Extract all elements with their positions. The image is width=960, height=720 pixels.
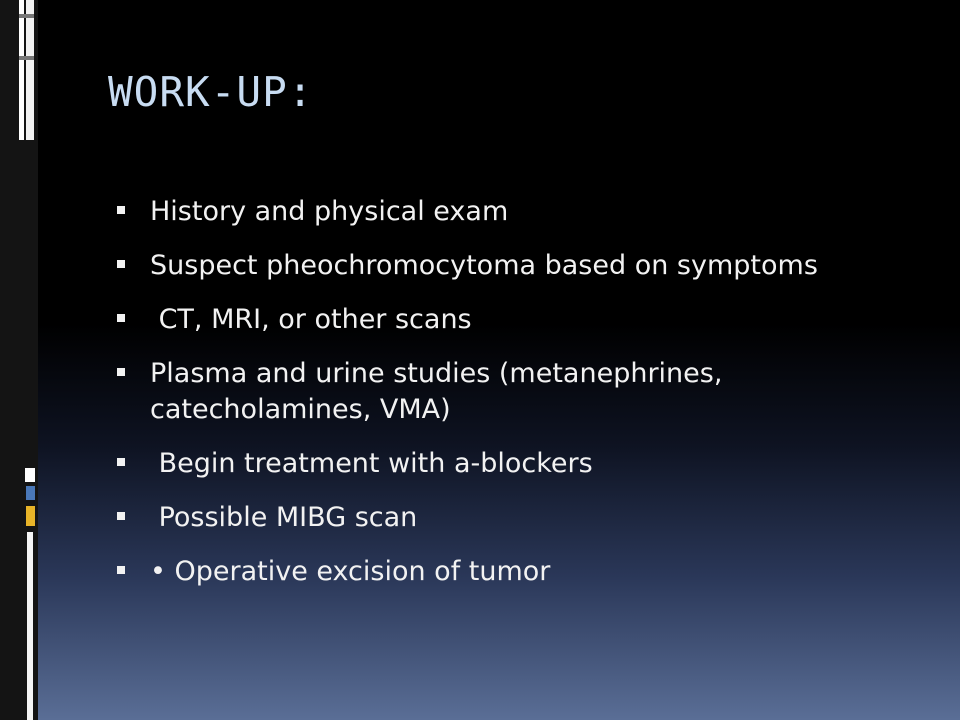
list-item [114,194,914,230]
list-item [114,500,914,536]
deco-bar-gray [19,14,34,18]
left-decorative-band [0,0,38,720]
list-item-text: Plasma and urine studies (metanephrines, catecholamines, VMA) [150,358,723,425]
deco-bar-white-bottom [27,532,33,720]
deco-square-yellow [26,506,35,526]
list-item-text: • Operative excision of tumor [150,556,551,587]
list-item-text: Begin treatment with a-blockers [150,448,593,479]
list-item [114,356,914,428]
list-item-text: Possible MIBG scan [150,502,418,533]
bullet-list [114,194,914,608]
square-bullet-icon [117,260,125,268]
deco-bar-white-top [19,0,24,140]
square-bullet-icon [117,206,125,214]
slide-title: WORK-UP: [108,68,314,116]
list-item [114,302,914,338]
square-bullet-icon [117,512,125,520]
list-item-text: CT, MRI, or other scans [150,304,472,335]
deco-square-blue [26,486,35,500]
list-item [114,248,914,284]
list-item-text: History and physical exam [150,196,509,227]
square-bullet-icon [117,566,125,574]
list-item [114,554,914,590]
square-bullet-icon [117,368,125,376]
list-item-text: Suspect pheochromocytoma based on symptoms [150,250,818,281]
square-bullet-icon [117,458,125,466]
list-item [114,446,914,482]
square-bullet-icon [117,314,125,322]
deco-bar-white-top-2 [26,0,34,140]
slide-content [38,0,960,720]
deco-square-white [25,468,35,482]
deco-bar-gray-2 [19,56,34,60]
